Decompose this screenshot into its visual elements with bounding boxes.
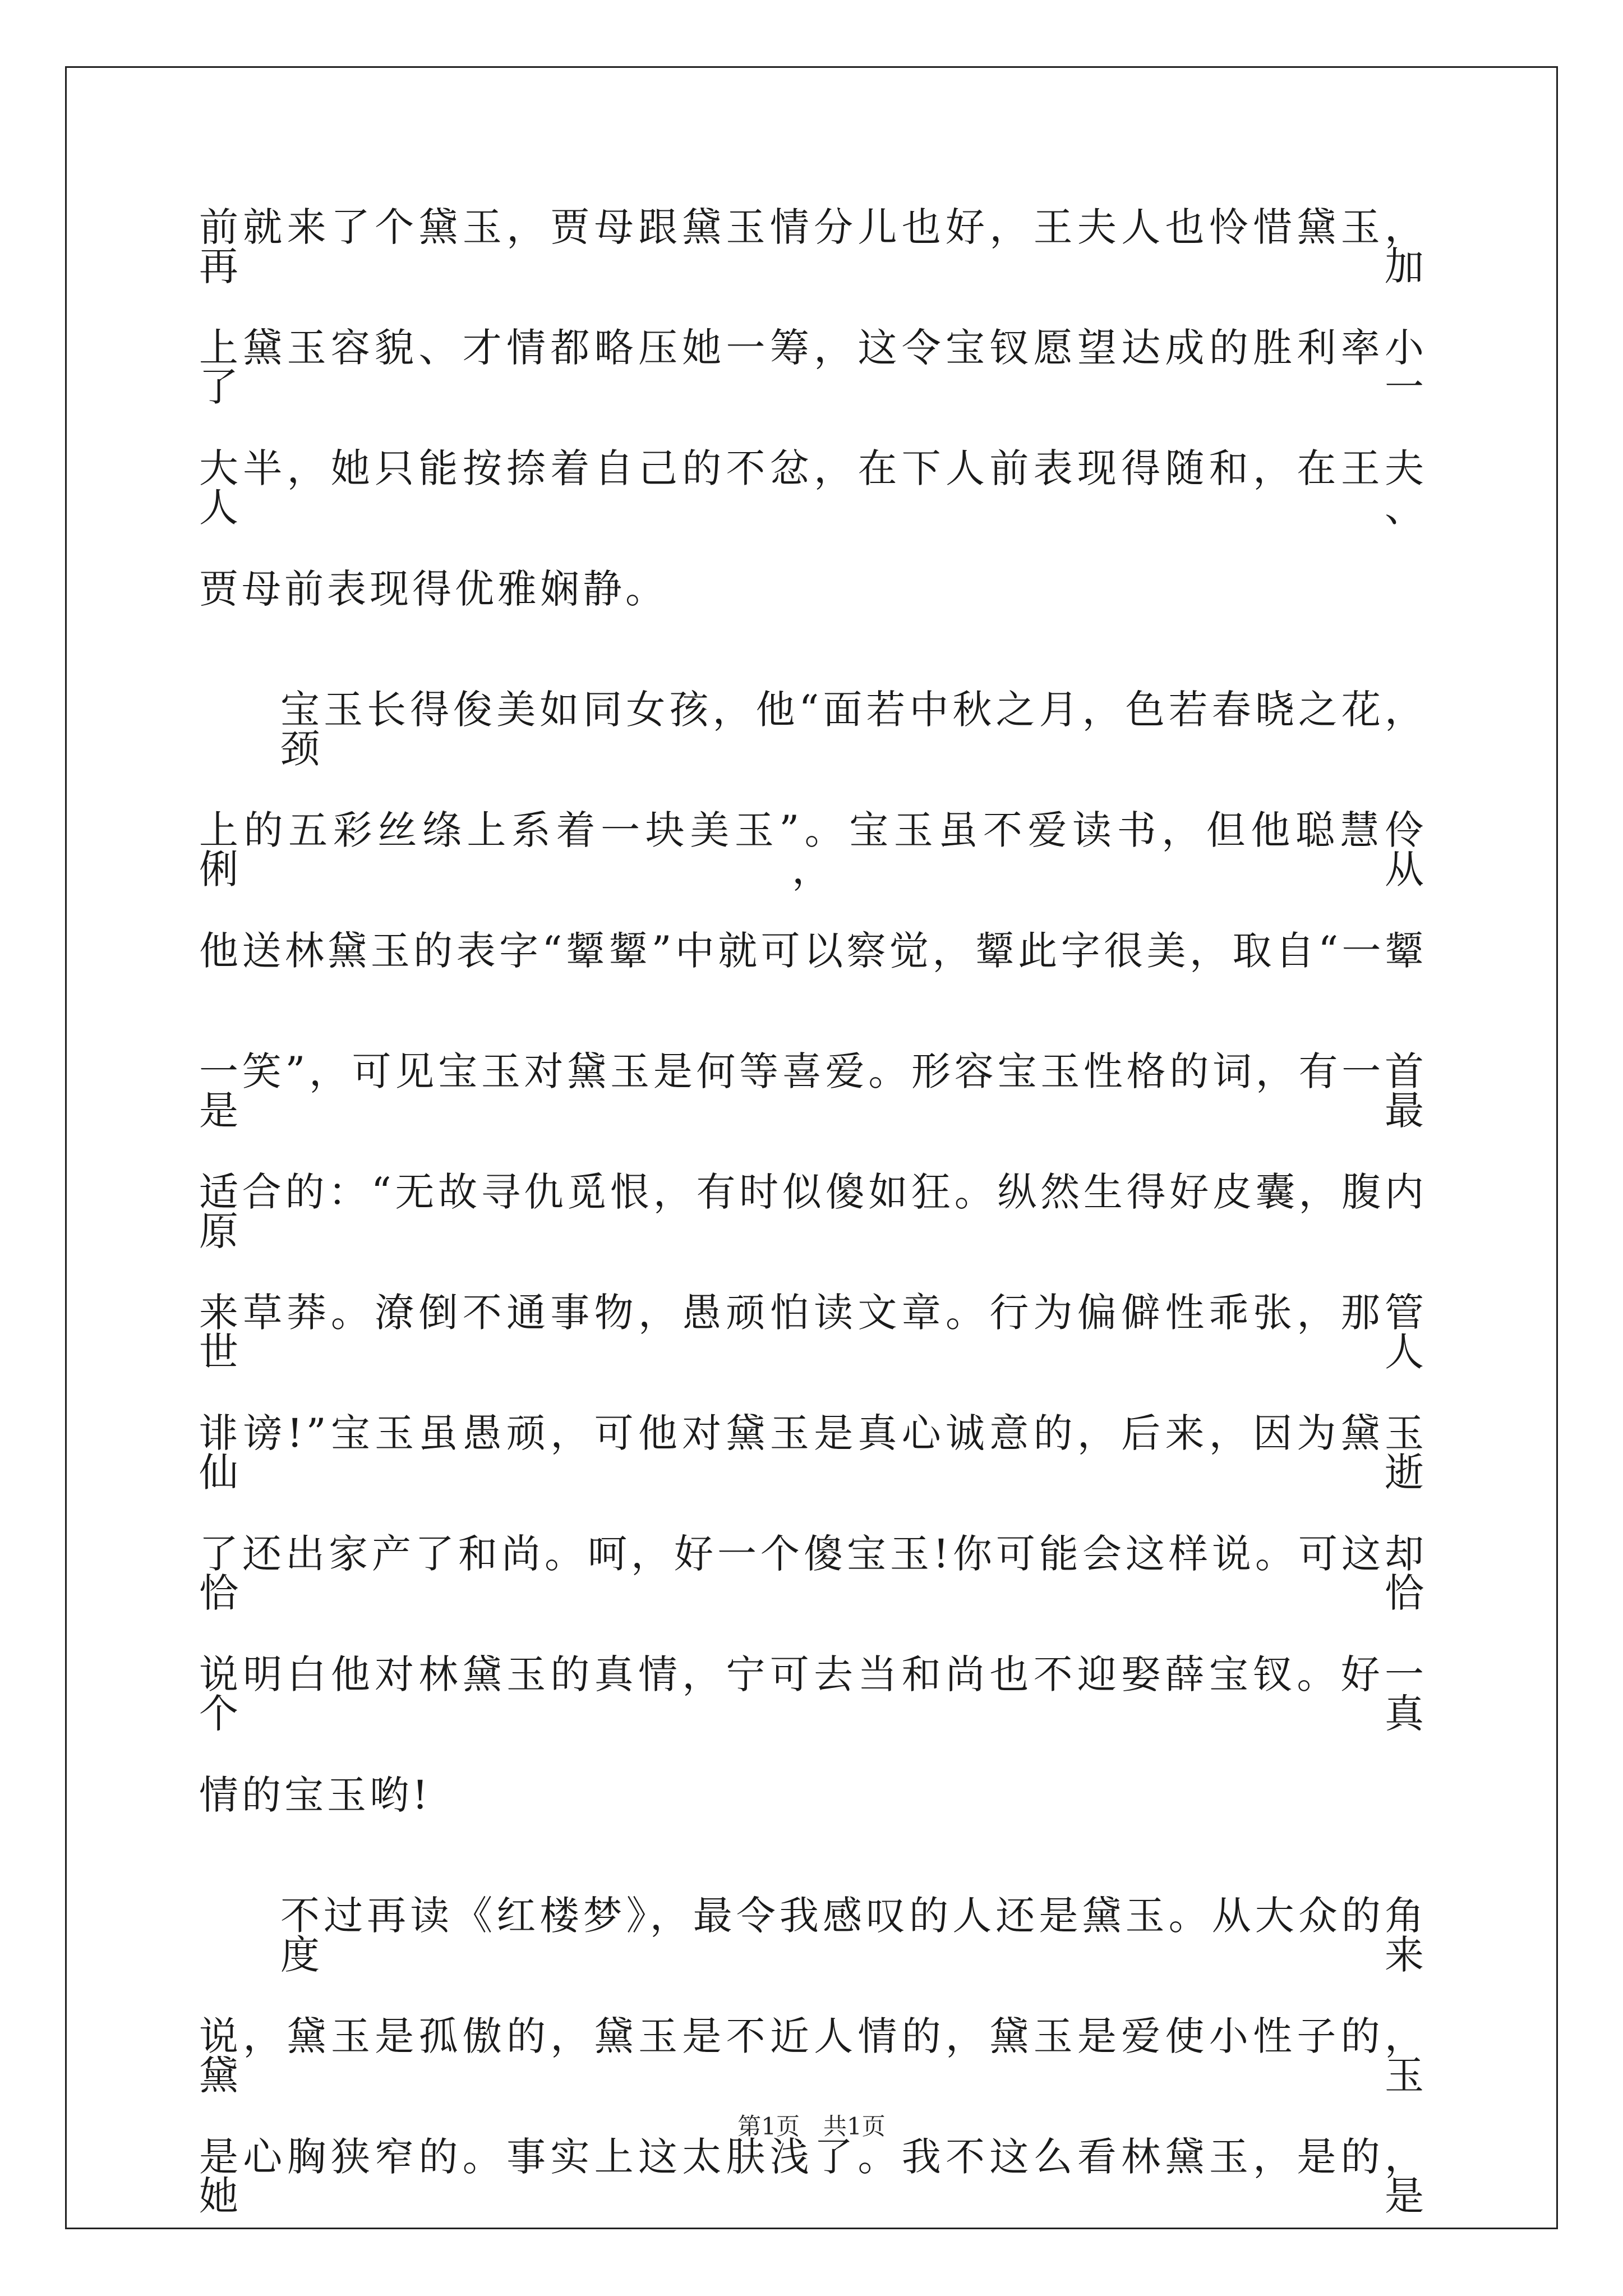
text-line: 上的五彩丝绦上系着一块美玉”。宝玉虽不爱读书，但他聪慧伶俐，从 (199, 807, 1427, 892)
text-line: 大半，她只能按捺着自己的不忿，在下人前表现得随和，在王夫人、 (199, 445, 1427, 531)
text-line: 上黛玉容貌、才情都略压她一筹，这令宝钗愿望达成的胜利率小了一 (199, 325, 1427, 410)
text-line: 前就来了个黛玉，贾母跟黛玉情分儿也好，王夫人也怜惜黛玉，再加 (199, 204, 1427, 289)
document-body (199, 204, 1427, 2258)
text-line: 说明白他对林黛玉的真情，宁可去当和尚也不迎娶薛宝钗。好一个真 (199, 1651, 1427, 1737)
text-line: 是心胸狭窄的。事实上这太肤浅了。我不这么看林黛玉，是的，她是 (199, 2134, 1427, 2219)
text-line: 适合的：“无故寻仇觅恨，有时似傻如狂。纵然生得好皮囊，腹内原 (199, 1169, 1427, 1254)
page-number-footer: 第1页 共1页 (737, 2113, 886, 2140)
text-line: 一笑”，可见宝玉对黛玉是何等喜爱。形容宝玉性格的词，有一首是最 (199, 1048, 1427, 1134)
text-line: 宝玉长得俊美如同女孩，他“面若中秋之月，色若春晓之花，颈 (280, 687, 1427, 772)
text-line: 情的宝玉哟! (199, 1772, 432, 1818)
text-line: 他送林黛玉的表字“颦颦”中就可以察觉，颦此字很美，取自“一颦 (199, 928, 1427, 974)
text-line: 了还出家产了和尚。呵，好一个傻宝玉!你可能会这样说。可这却恰恰 (199, 1531, 1427, 1616)
text-line: 说，黛玉是孤傲的，黛玉是不近人情的，黛玉是爱使小性子的，黛玉 (199, 2013, 1427, 2099)
text-line: 诽谤!”宝玉虽愚顽，可他对黛玉是真心诚意的，后来，因为黛玉仙逝 (199, 1410, 1427, 1496)
text-line: 不过再读《红楼梦》，最令我感叹的人还是黛玉。从大众的角度来 (280, 1893, 1427, 1978)
text-line: 来草莽。潦倒不通事物，愚顽怕读文章。行为偏僻性乖张，那管世人 (199, 1290, 1427, 1375)
text-line: 贾母前表现得优雅娴静。 (199, 566, 668, 612)
